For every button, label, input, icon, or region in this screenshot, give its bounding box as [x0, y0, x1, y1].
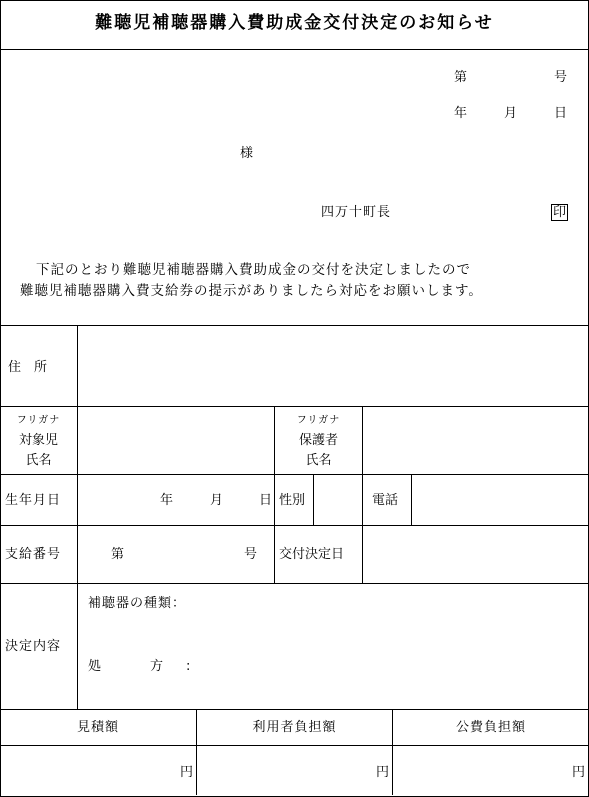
- public-share-label: 公費負担額: [455, 720, 526, 735]
- birth-month[interactable]: 月: [210, 493, 224, 508]
- child-name-field[interactable]: [78, 407, 274, 474]
- hearing-aid-type-label: 補聴器の種類：: [88, 596, 187, 611]
- column-line: [274, 406, 275, 583]
- seal-mark: 印: [553, 205, 567, 220]
- user-share-label: 利用者負担額: [252, 720, 337, 735]
- phone-field[interactable]: [412, 475, 588, 525]
- number-suffix: 号: [554, 70, 568, 85]
- notice-line-2: 難聴児補聴器購入費支給券の提示がありましたら対応をお願いします。: [20, 283, 483, 299]
- gender-field[interactable]: [314, 475, 362, 525]
- child-label: 対象児: [18, 433, 58, 448]
- public-share-yen[interactable]: 円: [572, 765, 586, 780]
- issuer-name: 四万十町長: [321, 205, 392, 220]
- guardian-furigana-label: フリガナ: [296, 415, 341, 426]
- document-title: 難聴児補聴器購入費助成金交付決定のお知らせ: [95, 13, 494, 33]
- prescription-label-2: 方: [150, 659, 164, 674]
- divider: [0, 49, 589, 50]
- prescription-label-1: 処: [88, 659, 102, 674]
- child-name-label: 氏名: [25, 453, 52, 468]
- decision-content-label: 決定内容: [5, 639, 62, 654]
- date-day: 日: [554, 106, 568, 121]
- guardian-name-label: 氏名: [305, 453, 332, 468]
- date-year: 年: [454, 106, 468, 121]
- estimate-label: 見積額: [76, 720, 119, 735]
- payment-number-label: 支給番号: [5, 547, 62, 562]
- row-line: [0, 583, 589, 584]
- birth-year[interactable]: 年: [160, 493, 174, 508]
- prescription-colon: :: [186, 659, 191, 674]
- guardian-label: 保護者: [298, 433, 338, 448]
- birthdate-label: 生年月日: [5, 493, 62, 508]
- issue-date-field[interactable]: [363, 526, 588, 583]
- address-label: 住 所: [8, 360, 48, 375]
- row-line: [0, 709, 589, 710]
- row-line: [0, 745, 589, 746]
- payment-number-prefix: 第: [111, 547, 125, 562]
- date-month: 月: [504, 106, 518, 121]
- addressee-suffix: 様: [240, 146, 254, 161]
- child-furigana-label: フリガナ: [16, 415, 61, 426]
- payment-number-suffix: 号: [244, 547, 258, 562]
- guardian-name-field[interactable]: [363, 407, 588, 474]
- notice-line-1: 下記のとおり難聴児補聴器購入費助成金の交付を決定しましたので: [36, 262, 471, 278]
- estimate-yen[interactable]: 円: [180, 765, 194, 780]
- issue-date-label: 交付決定日: [279, 547, 345, 562]
- birth-day[interactable]: 日: [259, 493, 273, 508]
- column-line: [362, 474, 363, 525]
- user-share-yen[interactable]: 円: [376, 765, 390, 780]
- gender-label: 性別: [279, 493, 306, 508]
- phone-label: 電話: [372, 493, 399, 508]
- address-field[interactable]: [78, 326, 588, 406]
- number-prefix: 第: [454, 70, 468, 85]
